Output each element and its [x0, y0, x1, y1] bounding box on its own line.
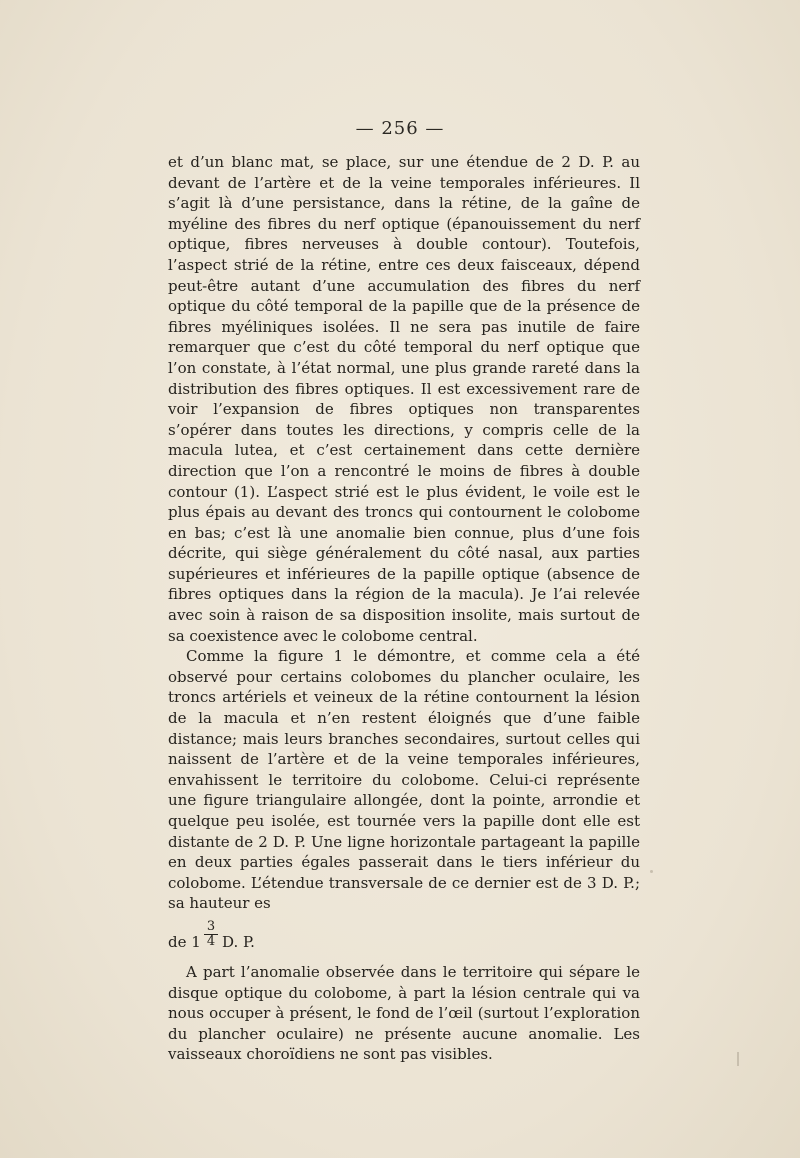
- page-number: — 256 —: [355, 118, 445, 139]
- fraction-numerator: 3: [204, 920, 218, 935]
- paragraph-1: et d’un blanc mat, se place, sur une étendue de 2 D. P. au devant de l’artère et de la veine temporales inférieures. Il s’agit là d’une persistance, dans la rétine, de la gaîne de myéline des fibres du nerf optique (épanouissement du nerf optique, fibres nerveuses à double contour). Toutefois, l’aspect strié de la rétine, entre ces deux faisceaux, dépend peut-être autant d’une accumulation des fibres du nerf optique du côté temporal de la papille que de la présence de fibres myéliniques isolées. Il ne sera pas inutile de faire remarquer que c’est du côté temporal du nerf optique que l’on constate, à l’état normal, une plus grande rareté dans la distribution des fibres optiques. Il est excessivement rare de voir l’expansion de fibres optiques non transparentes s’opérer dans toutes les directions, y compris celle de la macula lutea, et c’est certainement dans cette dernière direction que l’on a rencontré le moins de fibres à double contour (1). L’aspect strié est le plus évident, le voile est le plus épais au devant des troncs qui contournent le colobome en bas; c’est là une anomalie bien connue, plus d’une fois décrite, qui siège généralement du côté nasal, aux parties supérieures et inférieures de la papille optique (absence de fibres optiques dans la région de la macula). Je l’ai relevée avec soin à raison de sa disposition insolite, mais surtout de sa coexistence avec le colobome central.: [168, 153, 640, 645]
- fraction-suffix: D. P.: [222, 932, 255, 951]
- fraction-prefix: de 1: [168, 932, 201, 951]
- scan-speck-mark: [650, 870, 653, 873]
- fraction-line: [168, 920, 640, 960]
- body-text: [168, 152, 640, 1065]
- fraction: [204, 920, 218, 949]
- paragraph-3: A part l’anomalie observée dans le territoire qui sépare le disque optique du colobome, à part la lésion centrale qui va nous occuper à présent, le fond de l’œil (surtout l’exploration du plancher oculaire) ne présente aucune anomalie. Les vaisseaux choroïdiens ne sont pas visibles.: [168, 962, 640, 1064]
- fraction-denominator: 4: [206, 933, 216, 949]
- paragraph-2: Comme la figure 1 le démontre, et comme cela a été observé pour certains colobomes du plancher oculaire, les troncs artériels et veineux de la rétine contournent la lésion de la macula et n’en restent éloignés que d’une faible distance; mais leurs branches secondaires, surtout celles qui naissent de l’artère et de la veine temporales inférieures, envahissent le territoire du colobome. Celui-ci représente une figure triangulaire allongée, dont la pointe, arrondie et quelque peu isolée, est tournée vers la papille dont elle est distante de 2 D. P. Une ligne horizontale partageant la papille en deux parties égales passerait dans le tiers inférieur du colobome. L’étendue transversale de ce dernier est de 3 D. P.; sa hauteur es: [168, 647, 640, 913]
- scan-speck-mark: [737, 1052, 739, 1066]
